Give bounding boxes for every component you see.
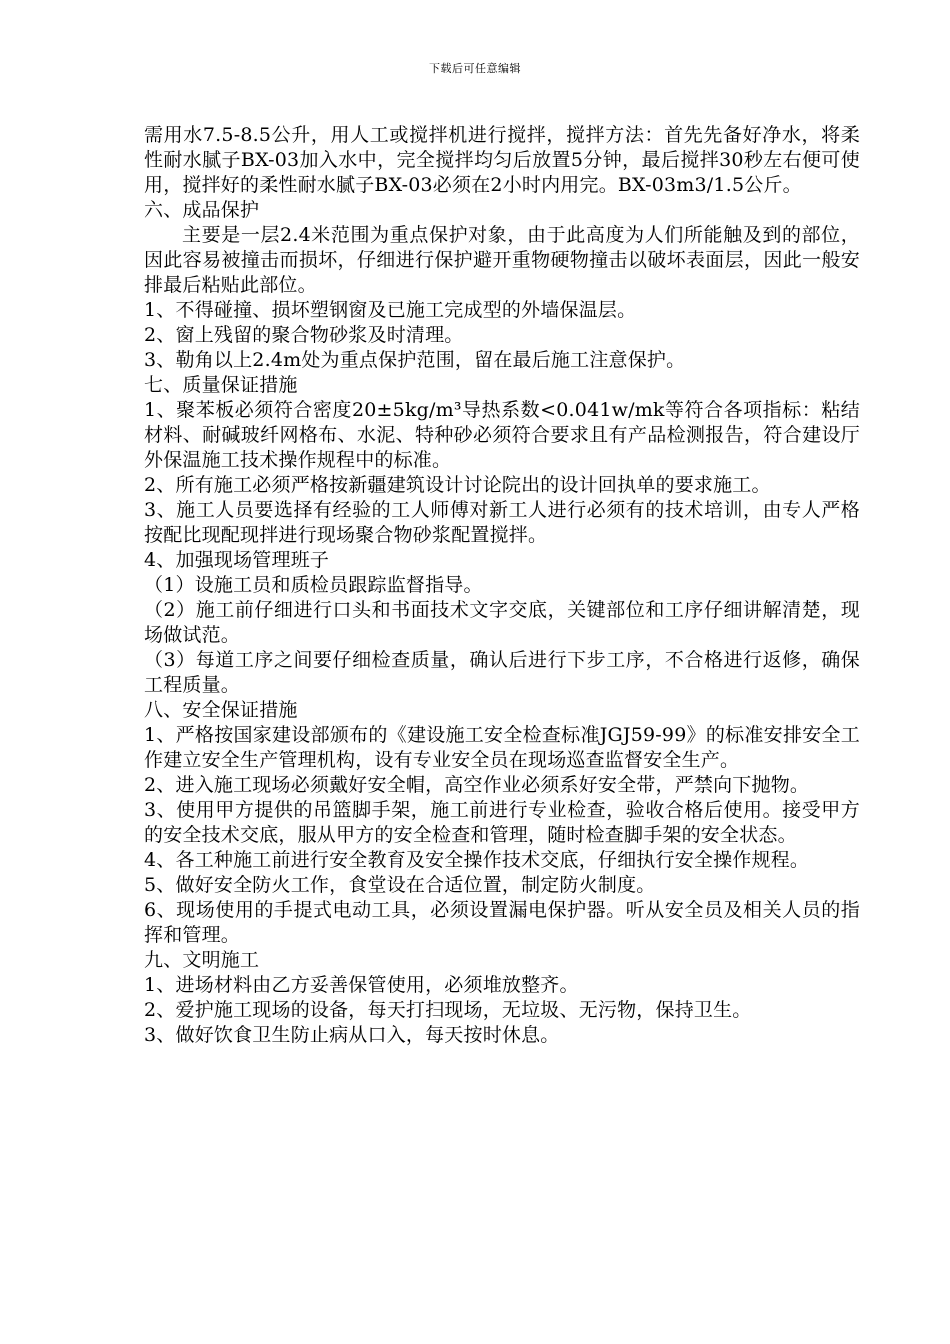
sub-list-item: （2）施工前仔细进行口头和书面技术文字交底，关键部位和工序仔细讲解清楚，现场做试范。 [144, 599, 860, 646]
list-item: 6、现场使用的手提式电动工具，必须设置漏电保护器。听从安全员及相关人员的指挥和管理。 [144, 899, 860, 946]
section-heading-quality-assurance: 七、质量保证措施 [144, 374, 298, 396]
list-item: 4、加强现场管理班子 [144, 549, 330, 571]
document-body [144, 123, 860, 1048]
section-heading-safety-assurance: 八、安全保证措施 [144, 699, 298, 721]
list-item: 3、施工人员要选择有经验的工人师傅对新工人进行必须有的技术培训，由专人严格按配比现配现拌进行现场聚合物砂浆配置搅拌。 [144, 499, 860, 546]
section-heading-product-protection: 六、成品保护 [144, 199, 260, 221]
list-item: 2、爱护施工现场的设备，每天打扫现场，无垃圾、无污物，保持卫生。 [144, 999, 752, 1021]
section-heading-civilized-construction: 九、文明施工 [144, 949, 260, 971]
list-item: 2、所有施工必须严格按新疆建筑设计讨论院出的设计回执单的要求施工。 [144, 474, 771, 496]
list-item: 1、不得碰撞、损坏塑钢窗及已施工完成型的外墙保温层。 [144, 299, 637, 321]
list-item: 3、使用甲方提供的吊篮脚手架，施工前进行专业检查，验收合格后使用。接受甲方的安全技术交底，服从甲方的安全检查和管理，随时检查脚手架的安全状态。 [144, 799, 860, 846]
list-item: 2、窗上残留的聚合物砂浆及时清理。 [144, 324, 464, 346]
list-item: 1、进场材料由乙方妥善保管使用，必须堆放整齐。 [144, 974, 579, 996]
paragraph-protection-scope: 主要是一层2.4米范围为重点保护对象，由于此高度为人们所能触及到的部位，因此容易被撞击而损坏，仔细进行保护避开重物硬物撞击以破坏表面层，因此一般安排最后粘贴此部位。 [144, 224, 860, 296]
list-item: 3、做好饮食卫生防止病从口入，每天按时休息。 [144, 1024, 560, 1046]
list-item: 5、做好安全防火工作，食堂设在合适位置，制定防火制度。 [144, 874, 656, 896]
list-item: 1、严格按国家建设部颁布的《建设施工安全检查标准JGJ59-99》的标准安排安全工作建立安全生产管理机构，设有专业安全员在现场巡查监督安全生产。 [144, 724, 860, 771]
list-item: 1、聚苯板必须符合密度20±5kg/m³导热系数<0.041w/mk等符合各项指标：粘结材料、耐碱玻纤网格布、水泥、特种砂必须符合要求且有产品检测报告，符合建设厅外保温施工技术操作规程中的标准。 [144, 399, 860, 471]
list-item: 3、勒角以上2.4m处为重点保护范围，留在最后施工注意保护。 [144, 349, 686, 371]
sub-list-item: （3）每道工序之间要仔细检查质量，确认后进行下步工序，不合格进行返修，确保工程质量。 [144, 649, 860, 696]
paragraph-water-mixing: 需用水7.5-8.5公升，用人工或搅拌机进行搅拌，搅拌方法：首先先备好净水，将柔性耐水腻子BX-03加入水中，完全搅拌均匀后放置5分钟，最后搅拌30秒左右便可使用，搅拌好的柔性耐水腻子BX-03必须在2小时内用完。BX-03m3/1.5公斤。 [144, 124, 860, 196]
list-item: 4、各工种施工前进行安全教育及安全操作技术交底，仔细执行安全操作规程。 [144, 849, 810, 871]
list-item: 2、进入施工现场必须戴好安全帽，高空作业必须系好安全带，严禁向下抛物。 [144, 774, 810, 796]
page-header-note: 下载后可任意编辑 [429, 62, 521, 75]
sub-list-item: （1）设施工员和质检员跟踪监督指导。 [144, 574, 483, 596]
